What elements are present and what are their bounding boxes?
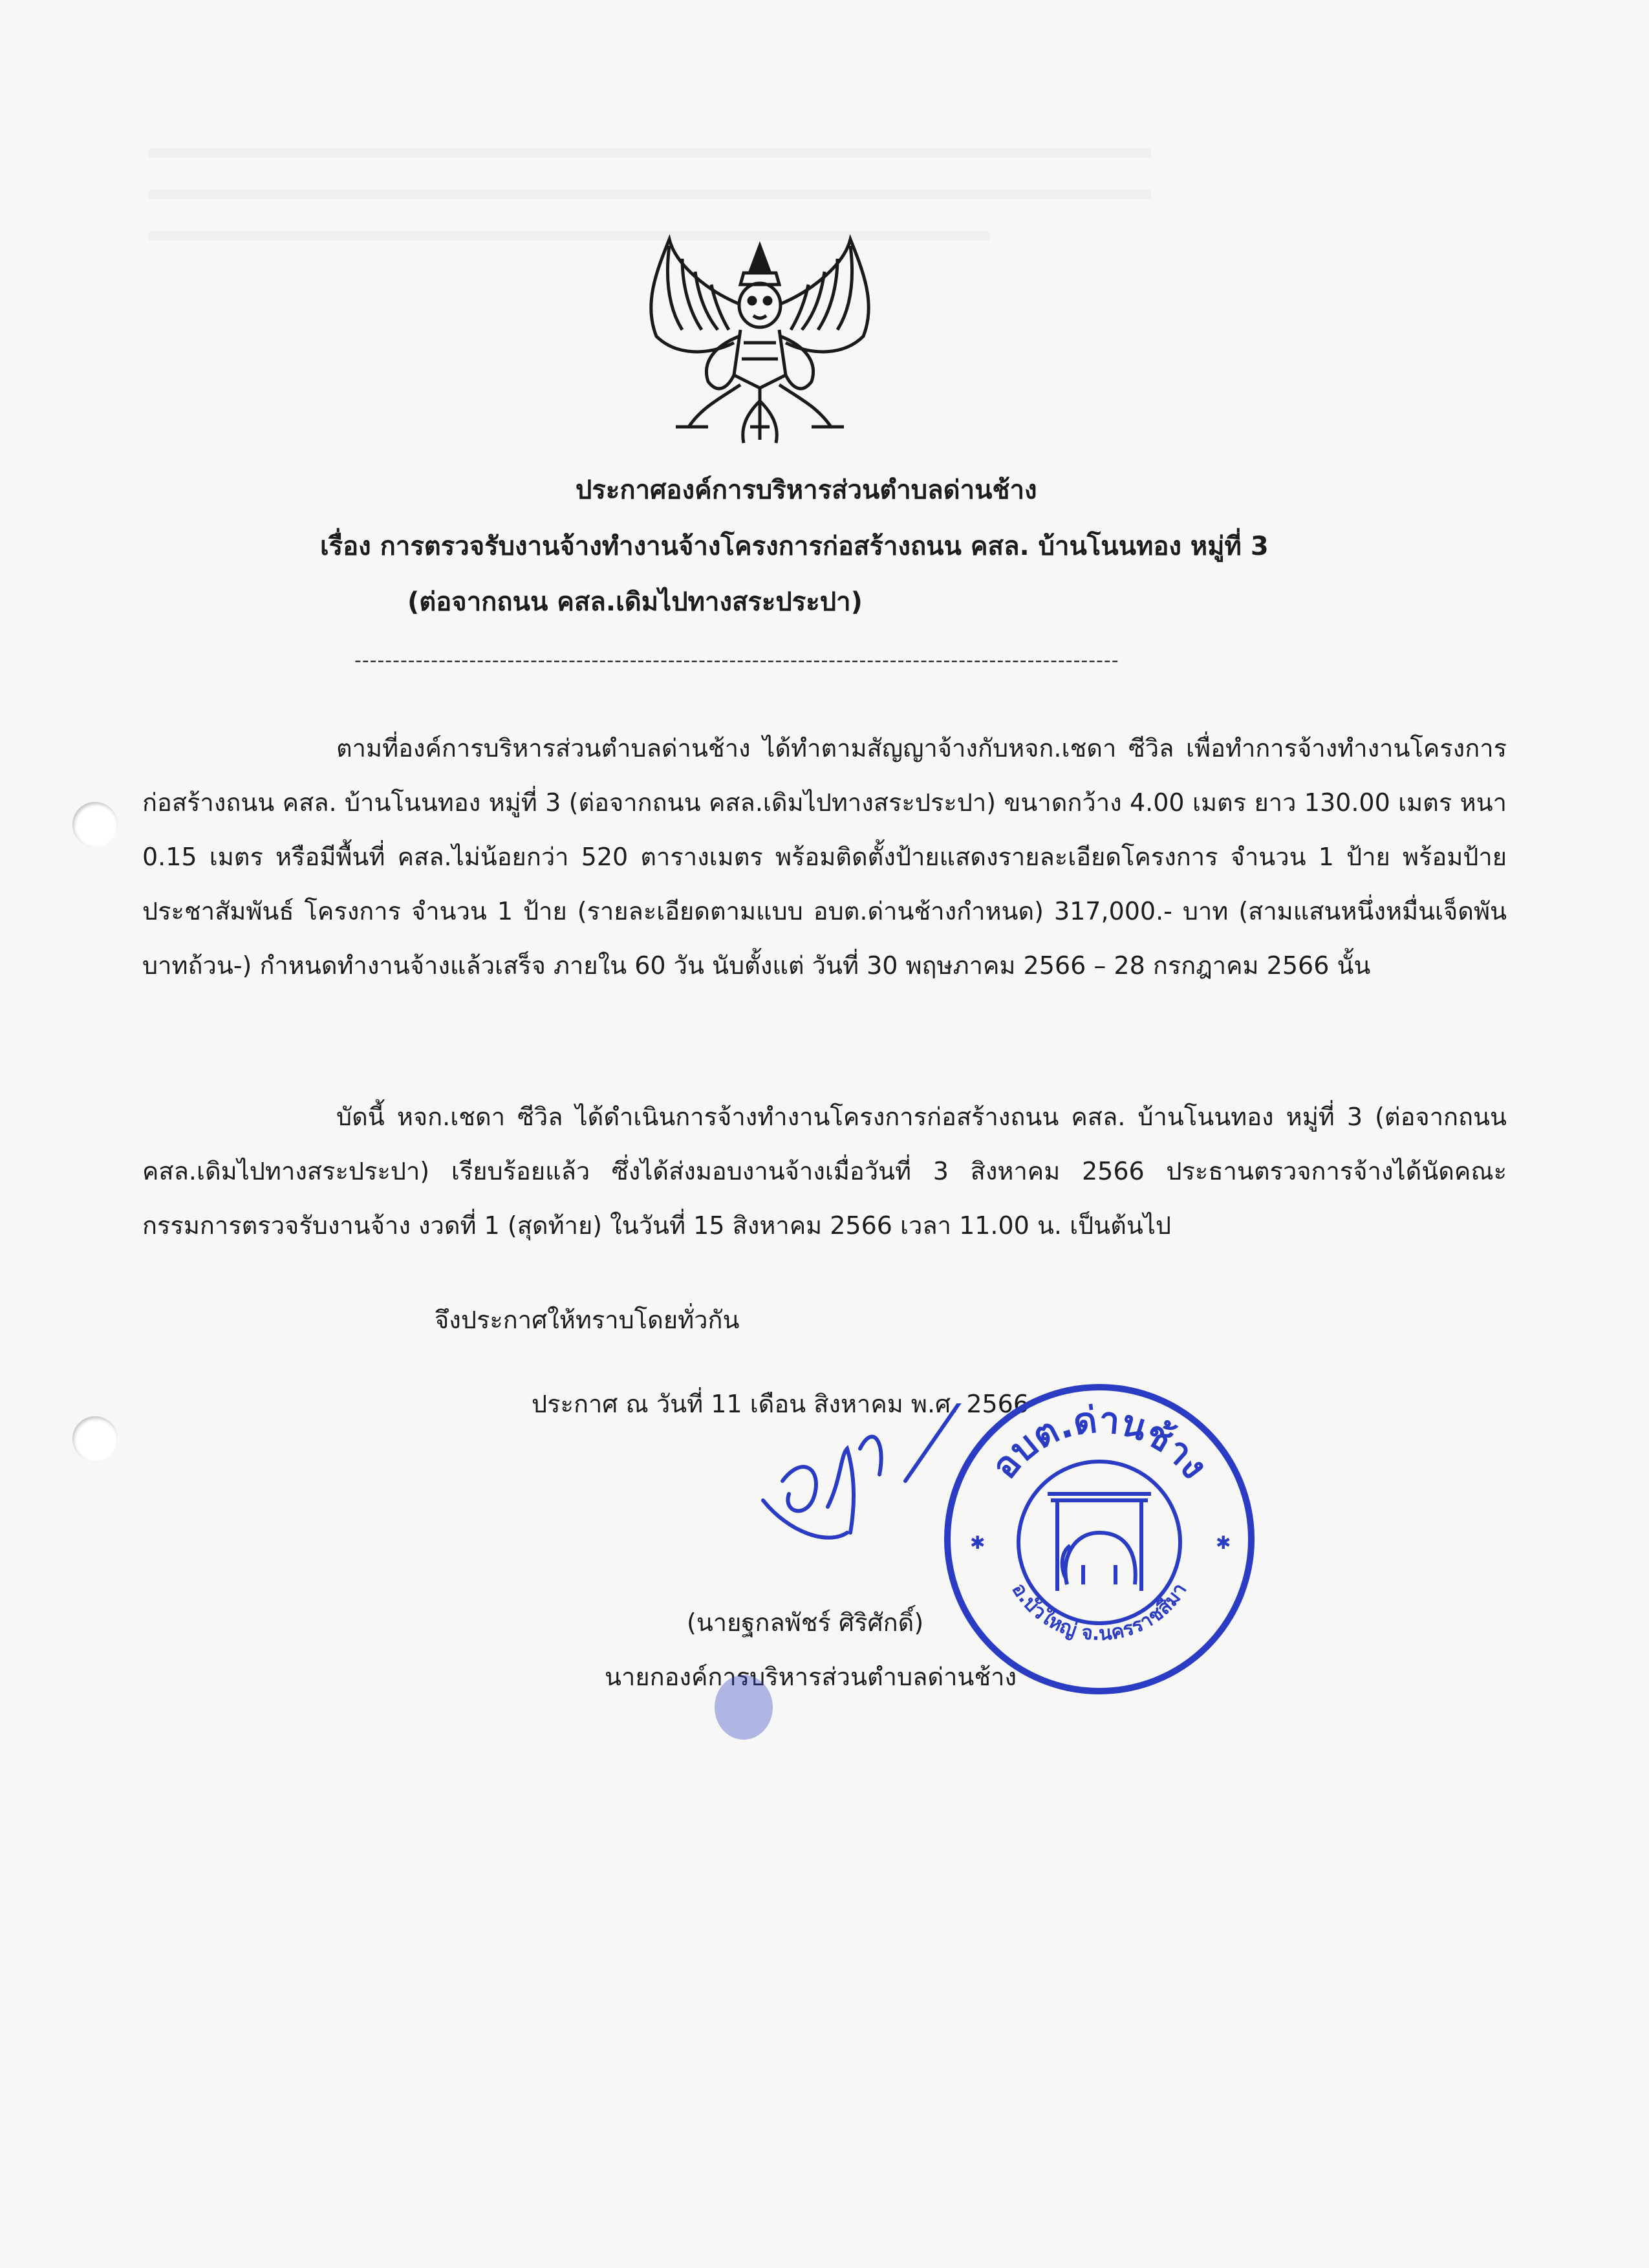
stamp-top-text: อบต.ด่านช้าง xyxy=(983,1399,1216,1487)
signer-name: (นายฐกลพัชร์ ศิริศักดิ์) xyxy=(687,1608,924,1637)
stamp-bottom-text: อ.บัวใหญ่ จ.นครราชสีมา xyxy=(1007,1579,1192,1646)
body-paragraph-2 xyxy=(142,1090,1507,1253)
svg-text:✱: ✱ xyxy=(970,1532,986,1553)
announcement-title: ประกาศองค์การบริหารส่วนตำบลด่านช้าง xyxy=(576,475,1037,505)
ink-smudge xyxy=(705,1669,782,1746)
signer-title: นายกองค์การบริหารส่วนตำบลด่านช้าง xyxy=(605,1663,1017,1691)
punch-hole-top xyxy=(72,802,118,847)
subject-line-1: เรื่อง การตรวจรับงานจ้างทำงานจ้างโครงการก่อสร้างถนน คสล. บ้านโนนทอง หมู่ที่ 3 xyxy=(320,532,1269,561)
punch-hole-bottom xyxy=(72,1416,118,1462)
subject-line-2: (ต่อจากถนน คสล.เดิมไปทางสระประปา) xyxy=(407,587,863,617)
separator-line: ---------------------------------------------------------------------------------------------------- xyxy=(354,649,1119,672)
body-paragraph-1 xyxy=(142,721,1507,993)
garuda-emblem xyxy=(630,233,889,453)
svg-text:✱: ✱ xyxy=(1216,1532,1231,1553)
paragraph-1-text: ตามที่องค์การบริหารส่วนตำบลด่านช้าง ได้ทำตามสัญญาจ้างกับหจก.เชดา ซีวิล เพื่อทำการจ้างทำงานโครงการก่อสร้างถนน คสล. บ้านโนนทอง หมู่ที่ 3 (ต่อจากถนน คสล.เดิมไปทางสระประปา) ขนาดกว้าง 4.00 เมตร ยาว 130.00 เมตร หนา 0.15 เมตร หรือมีพื้นที่ คสล.ไม่น้อยกว่า 520 ตารางเมตร พร้อมติดตั้งป้ายแสดงรายละเอียดโครงการ จำนวน 1 ป้าย พร้อมป้ายประชาสัมพันธ์ โครงการ จำนวน 1 ป้าย (รายละเอียดตามแบบ อบต.ด่านช้างกำหนด) 317,000.- บาท (สามแสนหนึ่งหมื่นเจ็ดพันบาทถ้วน-) กำหนดทำงานจ้างแล้วเสร็จ ภายใน 60 วัน นับตั้งแต่ วันที่ 30 พฤษภาคม 2566 – 28 กรกฎาคม 2566 นั้น xyxy=(142,734,1507,980)
paragraph-2-text: บัดนี้ หจก.เชดา ซีวิล ได้ดำเนินการจ้างทำงานโครงการก่อสร้างถนน คสล. บ้านโนนทอง หมู่ที่ 3 (ต่อจากถนน คสล.เดิมไปทางสระประปา) เรียบร้อยแล้ว ซึ่งได้ส่งมอบงานจ้างเมื่อวันที่ 3 สิงหาคม 2566 ประธานตรวจการจ้างได้นัดคณะกรรมการตรวจรับงานจ้าง งวดที่ 1 (สุดท้าย) ในวันที่ 15 สิงหาคม 2566 เวลา 11.00 น. เป็นต้นไป xyxy=(142,1103,1507,1240)
date-line: ประกาศ ณ วันที่ 11 เดือน สิงหาคม พ.ศ. 2566 xyxy=(532,1390,1029,1418)
announce-line: จึงประกาศให้ทราบโดยทั่วกัน xyxy=(435,1306,740,1334)
